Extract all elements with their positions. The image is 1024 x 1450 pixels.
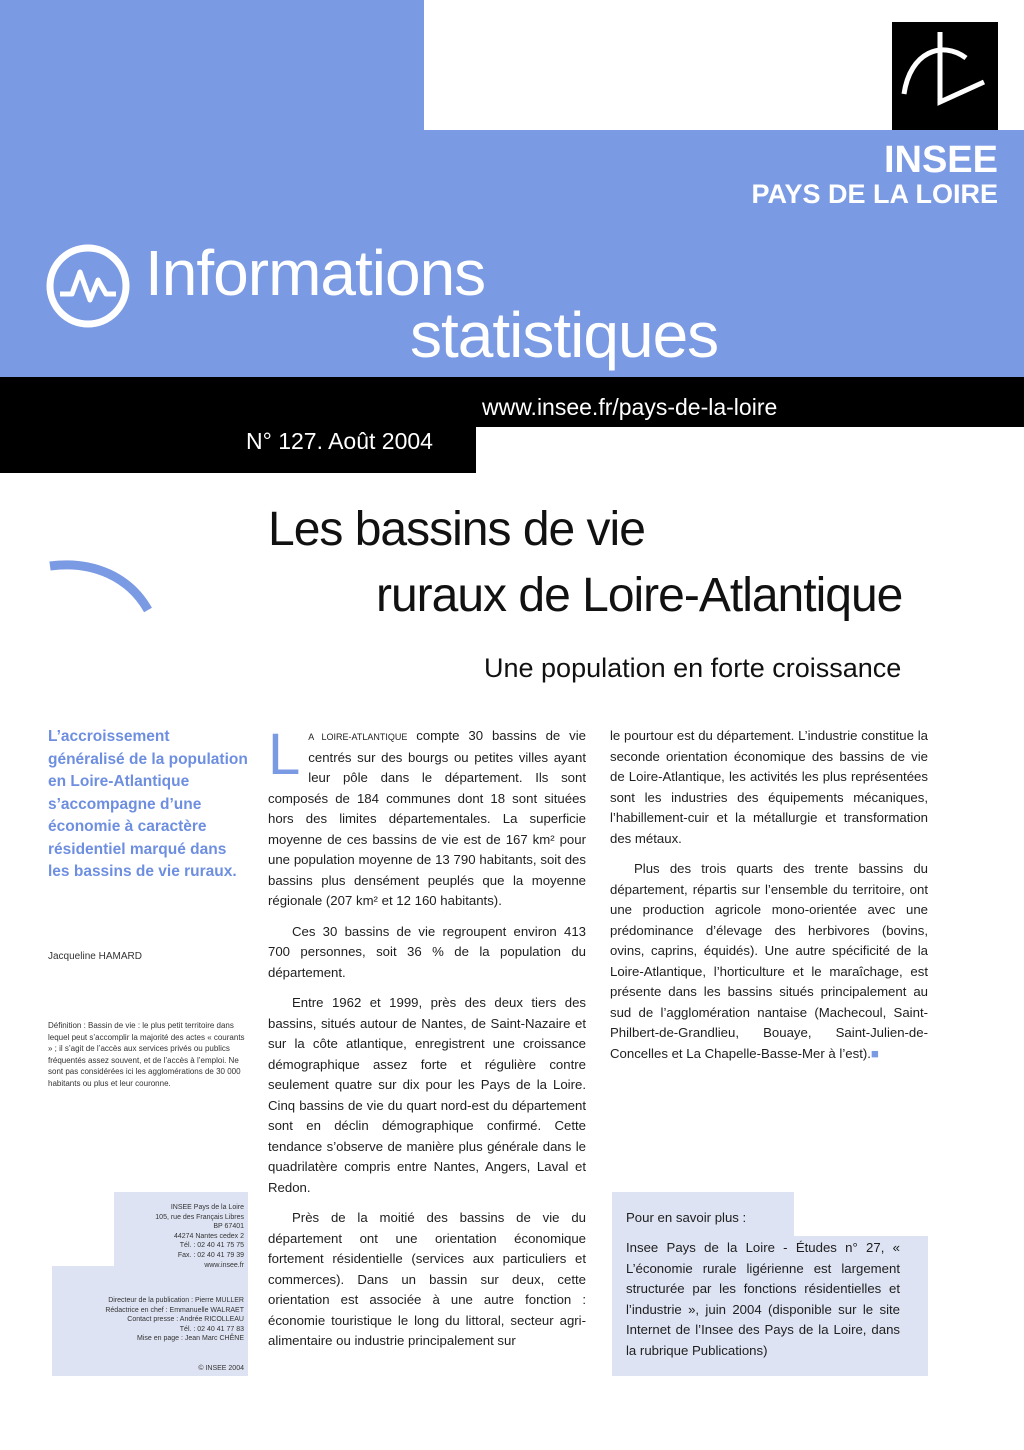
contact-line: Fax. : 02 40 41 79 39 <box>177 1251 244 1259</box>
article-subtitle: Une population en forte croissance <box>484 653 902 683</box>
staff-line: Tél. : 02 40 41 77 83 <box>179 1325 244 1333</box>
paragraph <box>610 859 928 1064</box>
publication-title-line2: statistiques <box>410 299 719 371</box>
lead-smallcaps: A LOIRE-ATLANTIQUE <box>308 732 408 742</box>
author-name: Jacqueline HAMARD <box>48 951 142 962</box>
website-url[interactable]: www.insee.fr/pays-de-la-loire <box>482 394 778 420</box>
org-name: INSEE <box>883 139 998 181</box>
region-name: PAYS DE LA LOIRE <box>751 179 998 209</box>
contact-line: 105, rue des Français Libres <box>155 1213 244 1221</box>
article-title-line2: ruraux de Loire-Atlantique <box>376 569 903 622</box>
article-title-line1: Les bassins de vie <box>268 503 645 556</box>
staff-line: Directeur de la publication : Pierre MULLER <box>108 1297 244 1304</box>
body-column-1 <box>268 722 586 1362</box>
contact-line: INSEE Pays de la Loire <box>170 1204 244 1211</box>
insee-logo-icon <box>892 22 998 130</box>
arc-decoration-icon <box>44 552 164 622</box>
drop-cap: L <box>268 722 301 787</box>
body-column-2 <box>610 726 928 1074</box>
contact-line: BP 67401 <box>213 1223 244 1231</box>
copyright: © INSEE 2004 <box>198 1365 244 1372</box>
paragraph-text: Plus des trois quarts des trente bassins du département, répartis sur l’ensemble du territoire, ont une production agricole mono-orientée avec une prédominance d’élevage des herbivores (bovins, ovins, caprins, équidés). Une autre spécificité de la Loire-Atlantique, l’horticulture et le maraîchage, est présente dans les bassins situés principalement au sud de l’agglomération nantaise (Machecoul, Saint-Philbert-de-Grandlieu, Bouaye, Saint-Julien-de-Concelles et La Chapelle-Basse-Mer à l’est). <box>610 861 928 1061</box>
contact-line: www.insee.fr <box>204 1261 244 1269</box>
wave-circle-icon <box>44 242 132 330</box>
paragraph: Ces 30 bassins de vie regroupent environ 413 700 personnes, soit 36 % de la population du département. <box>268 923 586 980</box>
end-mark: ■ <box>870 1045 879 1061</box>
staff-line: Rédactrice en chef : Emmanuelle WALRAET <box>105 1306 244 1314</box>
contact-staff <box>56 1296 244 1344</box>
staff-line: Mise en page : Jean Marc CHÊNE <box>137 1335 244 1343</box>
further-reading-text: Insee Pays de la Loire - Études n° 27, « L’économie rurale ligérienne est largement structurée par les fonctions résidentielles et l’industrie », juin 2004 (disponible sur le site Internet de l’Insee des Pays de la Loire, dans la rubrique Publications) <box>626 1240 900 1358</box>
paragraph-text: compte 30 bassins de vie centrés sur des bourgs ou petites villes ayant leur pôle dans le département. Ils sont composés de 184 communes dont 18 sont situées hors des limites départementales. La superficie moyenne de ces bassins de vie est de 167 km² pour une population moyenne de 13 790 habitants, soit des bassins plus densément peuplés que la moyenne régionale (207 km² et 12 160 habitants). <box>268 728 586 908</box>
paragraph: Près de la moitié des bassins de vie du département ont une orientation économique fortement résidentielle (services aux particuliers et commerces). Dans un bassin sur deux, cette orientation est associée à une autre fonction : économie touristique le long du littoral, secteur agri-alimentaire ou industrie principalement sur <box>268 1210 586 1348</box>
contact-line: Tél. : 02 40 41 75 75 <box>179 1242 244 1250</box>
further-reading-title: Pour en savoir plus : <box>626 1210 747 1225</box>
contact-line: 44274 Nantes cedex 2 <box>173 1232 244 1240</box>
article-summary: L’accroissement généralisé de la population en Loire-Atlantique s’accompagne d’une économie à caractère résidentiel marqué dans les bassins de vie ruraux. <box>48 728 248 880</box>
publication-title-line1: Informations <box>145 237 486 309</box>
issue-number: N° 127. Août 2004 <box>246 428 433 454</box>
paragraph <box>268 722 586 912</box>
paragraph: Entre 1962 et 1999, près des deux tiers des bassins, situés autour de Nantes, de Saint-Nazaire et sur la côte atlantique, enregistrent une croissance démographique assez forte et régulière contre seulement quatre sur dix pour les Pays de la Loire. Cinq bassins de vie du quart nord-est du département sont en déclin démographique confirmé. Cette tendance s’observe de manière plus générale dans le quadrilatère compris entre Nantes, Angers, Laval et Redon. <box>268 995 586 1195</box>
staff-line: Contact presse : Andrée RICOLLEAU <box>127 1316 244 1324</box>
definition-note: Définition : Bassin de vie : le plus petit territoire dans lequel peut s’accomplir la majorité des actes « courants » ; il s’agit de l’accès aux services privés ou publics fréquentés assez souvent, et de l’accès à l’emploi. Ne sont pas considérées ici les agglomérations de 30 000 habitants ou plus et leur couronne. <box>48 1021 245 1088</box>
paragraph: le pourtour est du département. L’industrie constitue la seconde orientation économique des bassins de vie de Loire-Atlantique, les activités les plus représentées sont les industries des équipements mécaniques, l’habillement-cuir et la métallurgie et transformation des métaux. <box>610 728 928 846</box>
contact-address <box>118 1203 244 1270</box>
